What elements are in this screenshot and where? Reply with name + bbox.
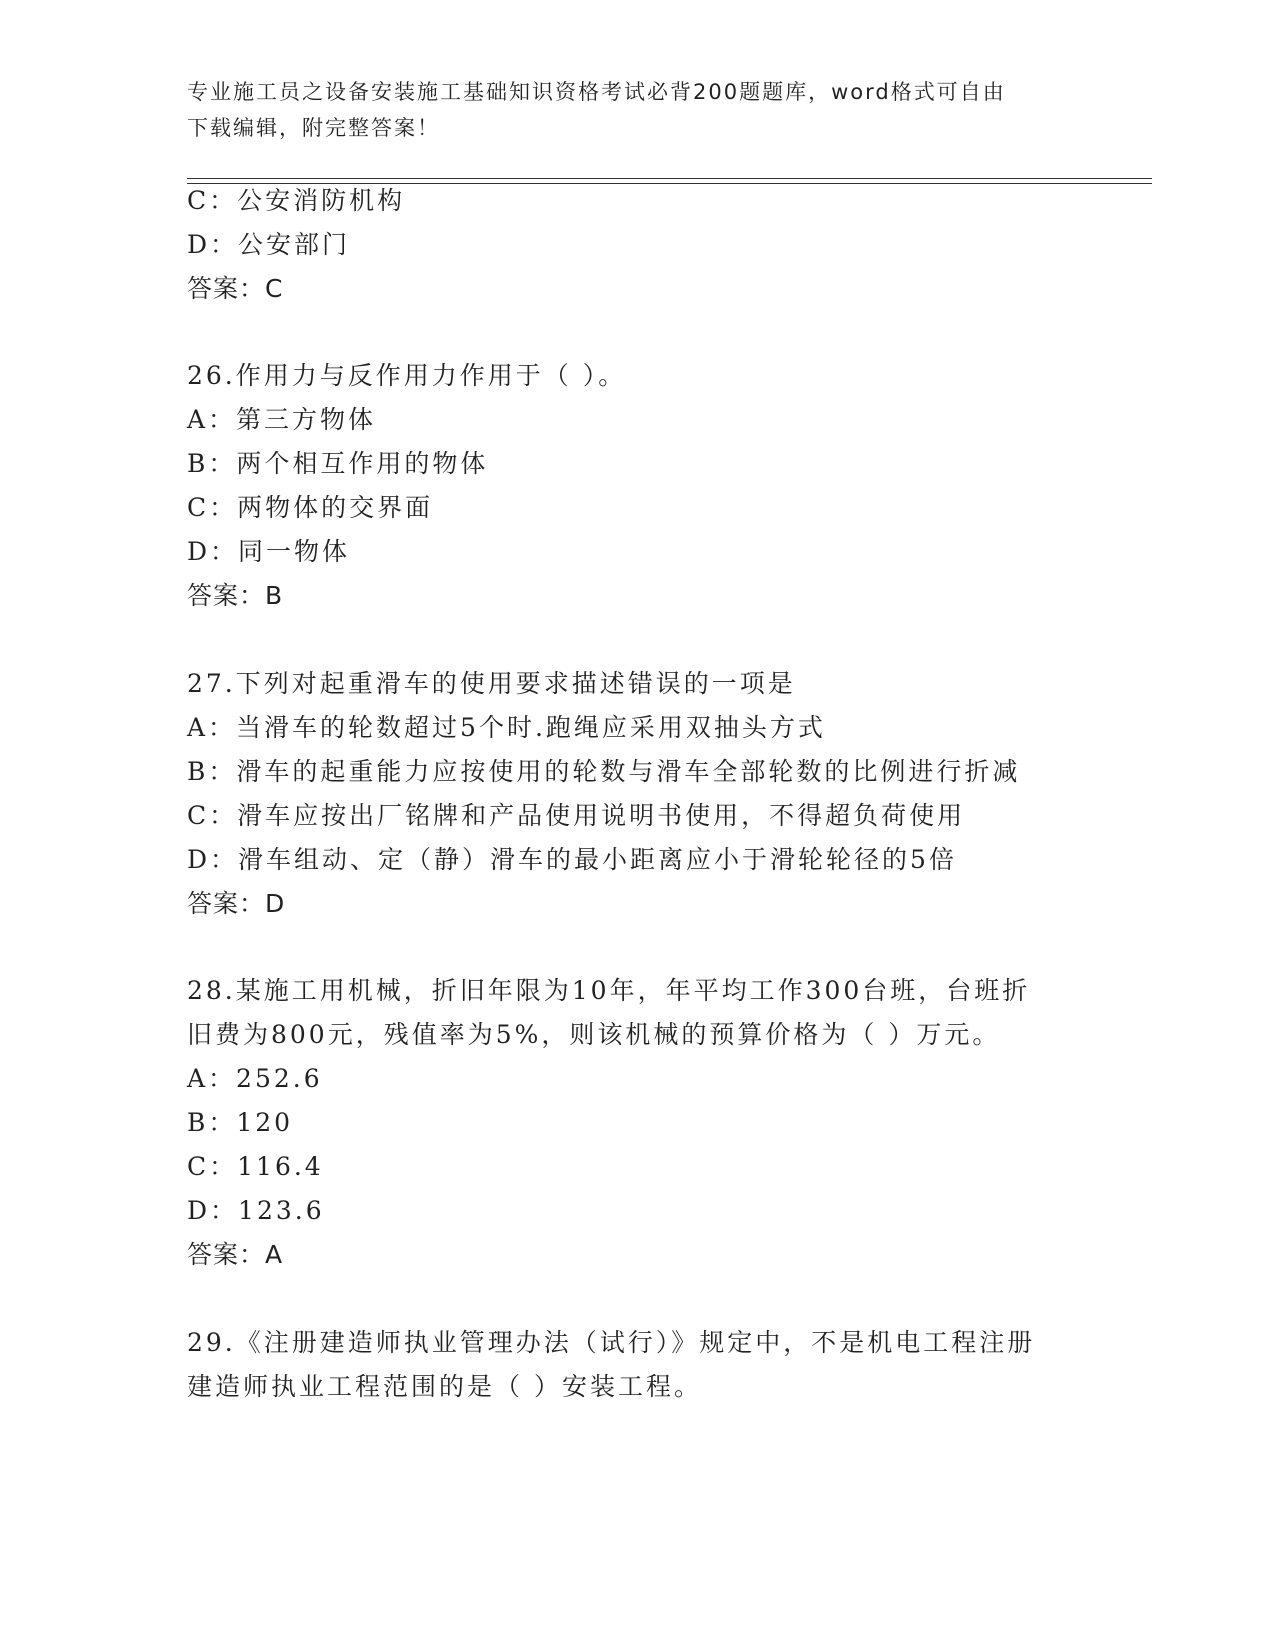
q28-answer: 答案：A: [187, 1240, 284, 1269]
q27-answer: 答案：D: [187, 889, 286, 918]
q26-option-b: B：两个相互作用的物体: [187, 449, 489, 478]
q26-option-d: D：同一物体: [187, 537, 351, 566]
q25-option-c: C：公安消防机构: [187, 186, 406, 215]
header-line-2: 下载编辑，附完整答案！: [187, 116, 440, 140]
q28-stem-line-1: 28.某施工用机械，折旧年限为10年，年平均工作300台班，台班折: [187, 976, 1031, 1005]
q26-answer: 答案：B: [187, 581, 284, 610]
q25-answer: 答案：C: [187, 274, 284, 303]
q26-option-a: A：第三方物体: [187, 405, 377, 434]
header-divider-bottom: [187, 183, 1152, 184]
header-divider-top: [187, 178, 1152, 179]
q28-option-d: D：123.6: [187, 1196, 325, 1225]
q26-option-c: C：两物体的交界面: [187, 493, 434, 522]
header-line-1: 专业施工员之设备安装施工基础知识资格考试必背200题题库，word格式可自由: [187, 80, 1006, 104]
q26-stem: 26.作用力与反作用力作用于（ ）。: [187, 361, 627, 390]
q29-stem-line-2: 建造师执业工程范围的是（ ）安装工程。: [187, 1372, 702, 1401]
q28-option-c: C：116.4: [187, 1152, 324, 1181]
q27-option-c: C：滑车应按出厂铭牌和产品使用说明书使用，不得超负荷使用: [187, 801, 966, 830]
q27-option-b: B：滑车的起重能力应按使用的轮数与滑车全部轮数的比例进行折减: [187, 757, 1021, 786]
q28-stem-line-2: 旧费为800元，残值率为5%，则该机械的预算价格为（ ）万元。: [187, 1020, 1001, 1049]
q29-stem-line-1: 29.《注册建造师执业管理办法（试行）》规定中，不是机电工程注册: [187, 1328, 1036, 1357]
q27-option-d: D：滑车组动、定（静）滑车的最小距离应小于滑轮轮径的5倍: [187, 845, 957, 874]
q25-option-d: D：公安部门: [187, 230, 351, 259]
q28-option-a: A：252.6: [187, 1064, 323, 1093]
q27-option-a: A：当滑车的轮数超过5个时.跑绳应采用双抽头方式: [187, 713, 826, 742]
document-header: [187, 74, 1067, 146]
q27-stem: 27.下列对起重滑车的使用要求描述错误的一项是: [187, 669, 796, 698]
q28-option-b: B：120: [187, 1108, 294, 1137]
